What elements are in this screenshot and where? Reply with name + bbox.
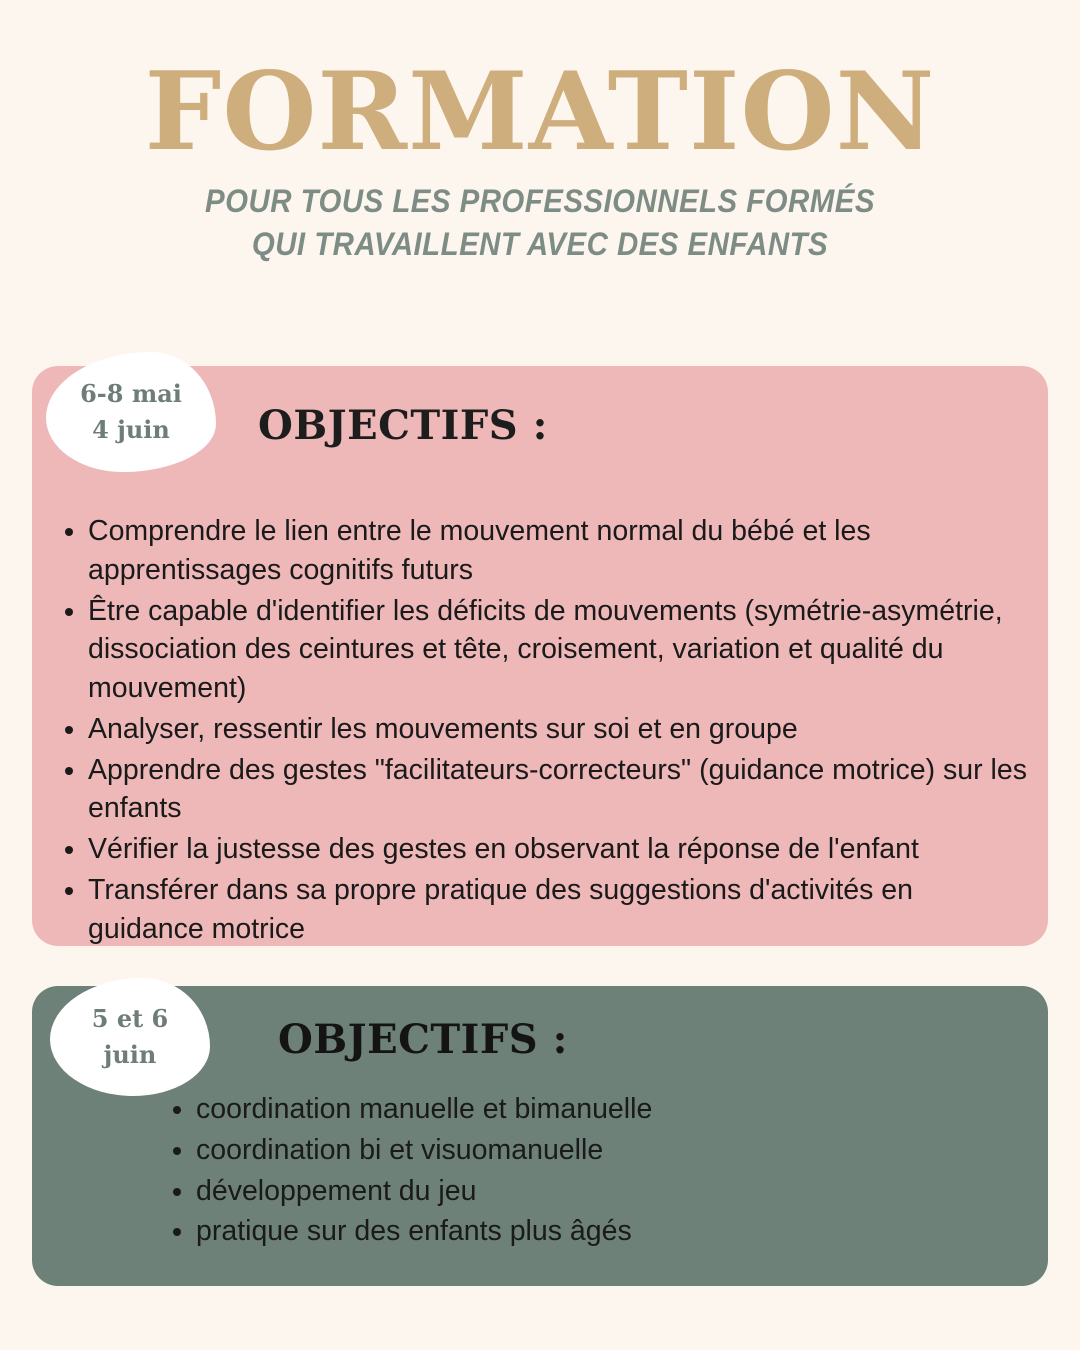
list-item: • Transférer dans sa propre pratique des suggestions d'activités en guidance motrice — [88, 871, 1028, 949]
date-badge-pink — [46, 352, 216, 472]
date-badge-line-1: 5 et 6 — [91, 1004, 169, 1033]
date-badge-line-2: juin — [103, 1040, 157, 1069]
list-item: • Être capable d'identifier les déficits de mouvements (symétrie-asymétrie, dissociation des ceintures et tête, croisement, variation et qualité du mouvement) — [88, 592, 1028, 708]
section-heading-green: OBJECTIFS : — [278, 1016, 568, 1063]
section-card-green — [32, 986, 1048, 1286]
list-item: • coordination bi et visuomanuelle — [196, 1131, 996, 1170]
list-item: • Vérifier la justesse des gestes en observant la réponse de l'enfant — [88, 830, 1028, 869]
list-item: • Apprendre des gestes "facilitateurs-correcteurs" (guidance motrice) sur les enfants — [88, 751, 1028, 829]
list-item: • développement du jeu — [196, 1172, 996, 1211]
list-item: • Analyser, ressentir les mouvements sur soi et en groupe — [88, 710, 1028, 749]
list-item: • Comprendre le lien entre le mouvement normal du bébé et les apprentissages cognitifs futurs — [88, 512, 1028, 590]
objectives-list-green — [196, 1090, 996, 1253]
date-badge-line-1: 6-8 mai — [80, 379, 182, 408]
subtitle-line-1: POUR TOUS LES PROFESSIONNELS FORMÉS — [205, 183, 875, 219]
page-title: FORMATION — [144, 49, 936, 175]
date-badge-green — [50, 978, 210, 1096]
subtitle-line-2: QUI TRAVAILLENT AVEC DES ENFANTS — [251, 226, 829, 263]
section-heading-pink: OBJECTIFS : — [258, 402, 548, 449]
date-badge-line-2: 4 juin — [92, 415, 170, 444]
list-item: • coordination manuelle et bimanuelle — [196, 1090, 996, 1129]
objectives-list-pink — [88, 512, 1028, 950]
section-card-pink — [32, 366, 1048, 946]
poster-header — [0, 0, 1080, 266]
page-subtitle — [43, 180, 1037, 266]
list-item: • pratique sur des enfants plus âgés — [196, 1212, 996, 1251]
